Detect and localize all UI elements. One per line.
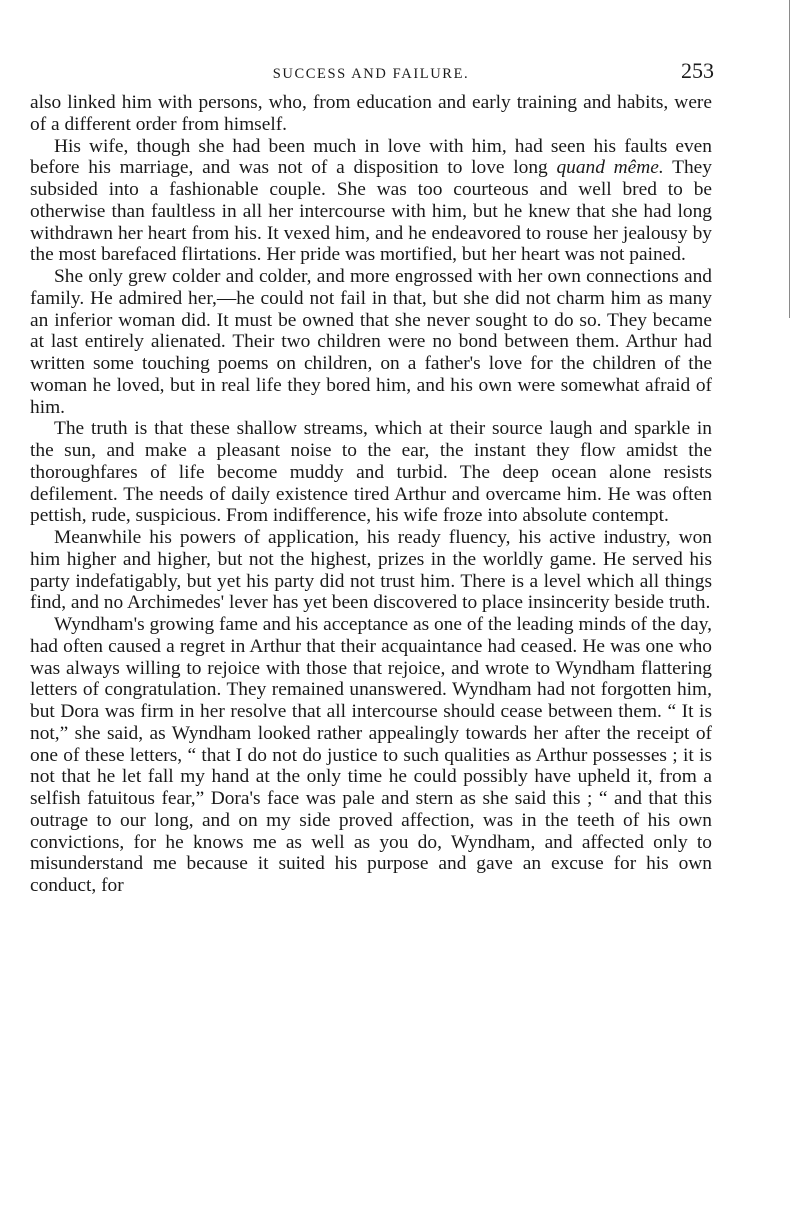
- book-page: [30, 58, 712, 897]
- paragraph-5: Meanwhile his powers of application, his ready fluency, his active industry, won him higher and higher, but not the highest, prizes in the worldly game. He served his party indefatigably, but yet his party did not trust him. There is a level which all things find, and no Archimedes' lever has yet been discovered to place insincerity beside truth.: [30, 527, 712, 614]
- paragraph-2-start: His wife, though she had been much in love with him, had seen his faults even before his marriage, and was not of a disposition to love long: [30, 135, 712, 179]
- paragraph-1: also linked him with persons, who, from education and early training and habits, were of a different order from himself.: [30, 92, 712, 135]
- paragraph-6: Wyndham's growing fame and his acceptance as one of the leading minds of the day, had often caused a regret in Arthur that their acquaintance had ceased. He was one who was always willing to rejoice with those that rejoice, and wrote to Wyndham flattering letters of congratulation. They remained unanswered. Wyndham had not forgotten him, but Dora was firm in her resolve that all intercourse should cease between them. “ It is not,” she said, as Wyndham looked rather appealingly towards her after the receipt of one of these letters, “ that I do not do justice to such qualities as Arthur possesses ; it is not that he let fall my hand at the only time he could possibly have upheld it, from a selfish fatuitous fear,” Dora's face was pale and stern as she said this ; “ and that this outrage to our long, and on my side proved affection, was in the teeth of his own convictions, for he knows me as well as you do, Wyndham, and affected only to misunderstand me because it suited his purpose and gave an excuse for his own conduct, for: [30, 614, 712, 896]
- paragraph-2-end: They subsided into a fashionable couple. She was too courteous and well bred to be otherwise than faultless in all her intercourse with him, but he knew that she had long withdrawn her heart from his. It vexed him, and he endeavored to rouse her jealousy by the most barefaced flirtations. Her pride was mortified, but her heart was not pained.: [30, 157, 712, 266]
- body-text: [30, 92, 712, 897]
- italic-phrase: quand même.: [556, 157, 664, 179]
- page-number: 253: [681, 58, 714, 83]
- paragraph-3: She only grew colder and colder, and more engrossed with her own connections and family. He admired her,—he could not fail in that, but she did not charm him as many an inferior woman did. It must be owned that she never sought to do so. They became at last entirely alienated. Their two children were no bond between them. Arthur had written some touching poems on children, on a father's love for the children of the woman he loved, but in real life they bored him, and his own were somewhat afraid of him.: [30, 266, 712, 418]
- paragraph-2: [30, 136, 712, 267]
- running-header: [30, 58, 712, 92]
- running-title: SUCCESS AND FAILURE.: [272, 66, 470, 82]
- paragraph-4: The truth is that these shallow streams, which at their source laugh and sparkle in the sun, and make a pleasant noise to the ear, the instant they flow amidst the thoroughfares of life become muddy and turbid. The deep ocean alone resists defilement. The needs of daily existence tired Arthur and overcame him. He was often pettish, rude, suspicious. From indifference, his wife froze into absolute contempt.: [30, 418, 712, 527]
